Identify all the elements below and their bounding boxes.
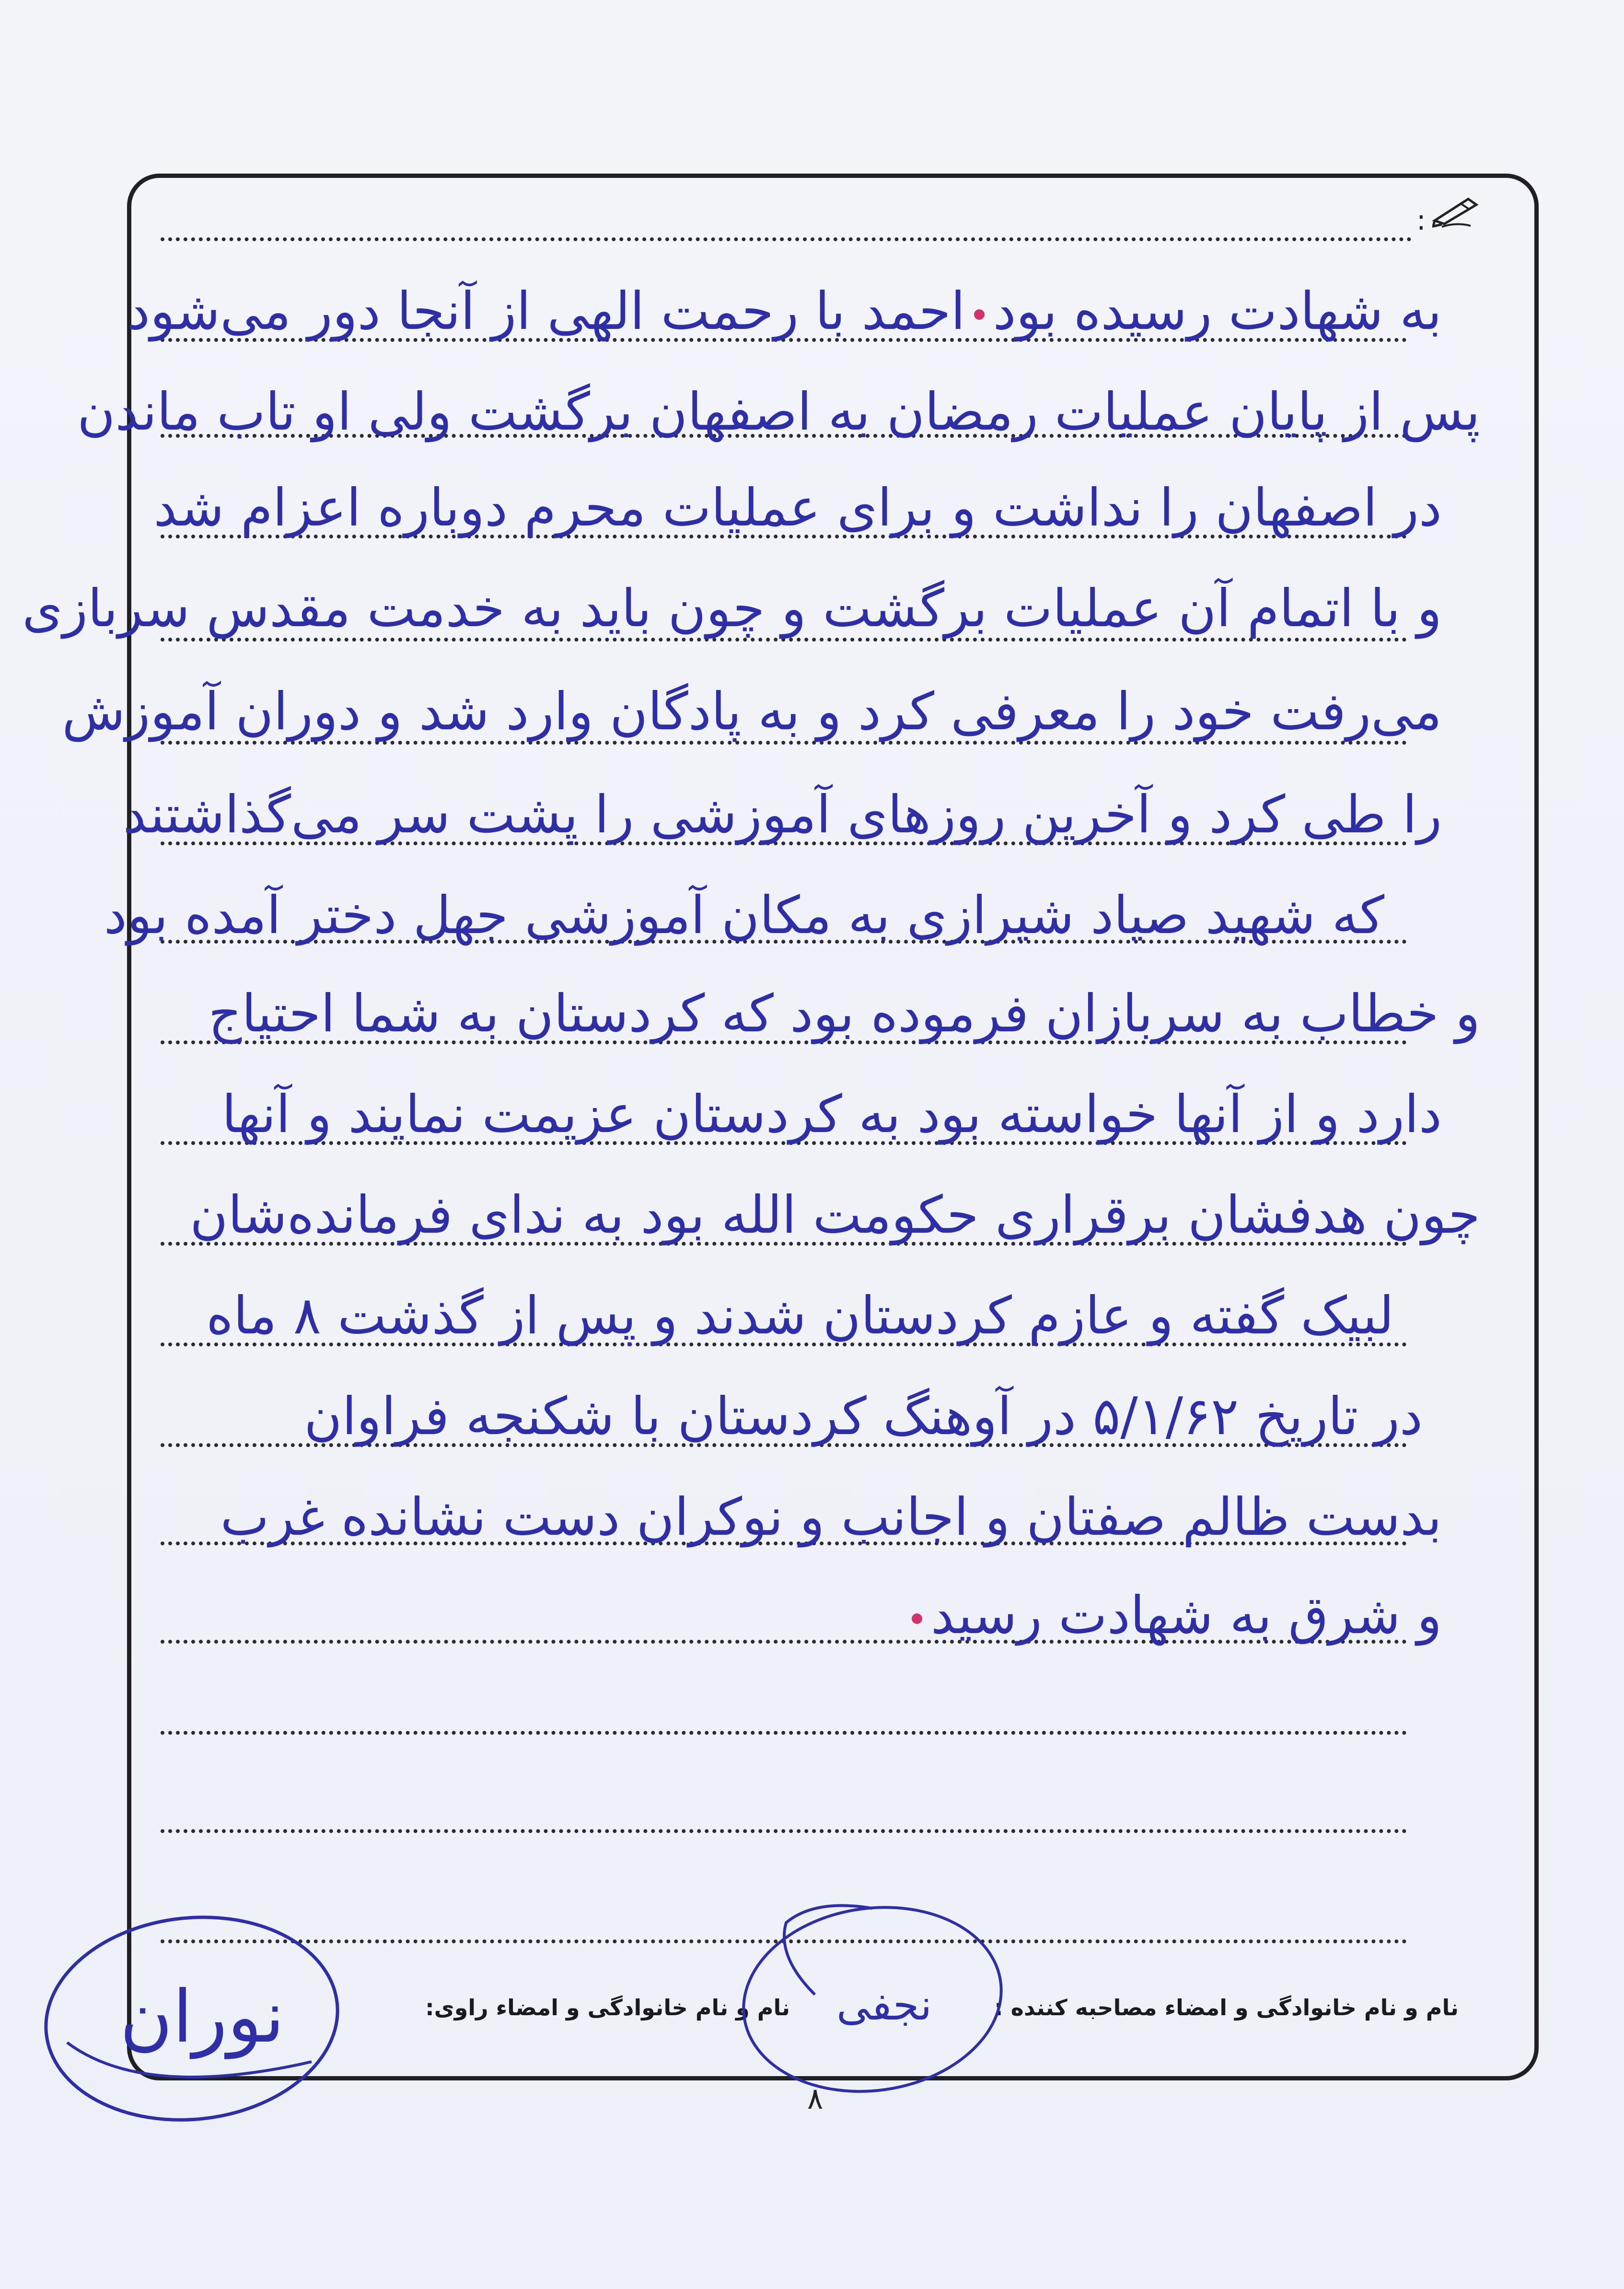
handwritten-line-8: و خطاب به سربازان فرموده بود که کردستان به شما احتیاج xyxy=(208,984,1480,1044)
interviewer-signature: نجفی xyxy=(836,1980,932,2030)
handwritten-line-6: را طی کرد و آخرین روزهای آموزشی را پشت سر می‌گذاشتند xyxy=(123,785,1442,845)
handwritten-line-10: چون هدفشان برقراری حکومت الله بود به ندای فرمانده‌شان xyxy=(190,1185,1480,1245)
header-colon: : xyxy=(1416,204,1426,236)
handwritten-line-4: و با اتمام آن عملیات برگشت و چون باید به خدمت مقدس سربازی xyxy=(22,579,1442,639)
page-number: ۸ xyxy=(807,2081,824,2116)
handwritten-line-2: پس از پایان عملیات رمضان به اصفهان برگشت ولی او تاب ماندن xyxy=(77,382,1480,442)
handwritten-line-12: در تاریخ ۵/۱/۶۲ در آوهنگ کردستان با شکنجه فراوان xyxy=(304,1387,1423,1447)
narrator-signature: نوران xyxy=(120,1975,285,2059)
handwritten-line-13: بدست ظالم صفتان و اجانب و نوکران دست نشانده غرب xyxy=(220,1487,1442,1547)
interviewer-label: نام و نام خانوادگی و امضاء مصاحبه کننده : xyxy=(994,1995,1459,2020)
handwritten-text: احمد با رحمت الهی از آنجا دور می‌شود xyxy=(127,281,965,341)
narrator-label: نام و نام خانوادگی و امضاء راوی: xyxy=(425,1995,790,2020)
handwritten-text: و شرق به شهادت رسید xyxy=(930,1586,1442,1646)
handwritten-line-3: در اصفهان را نداشت و برای عملیات محرم دوباره اعزام شد xyxy=(153,478,1442,538)
handwritten-text: به شهادت رسیده بود xyxy=(993,281,1442,341)
handwritten-line-9: دارد و از آنها خواسته بود به کردستان عزیمت نمایند و آنها xyxy=(221,1085,1442,1144)
handwritten-line-5: می‌رفت خود را معرفی کرد و به پادگان وارد شد و دوران آموزش xyxy=(62,682,1442,742)
handwritten-line-11: لبیک گفته و عازم کردستان شدند و پس از گذشت ۸ ماه xyxy=(206,1286,1394,1346)
handwritten-line-7: که شهید صیاد شیرازی به مکان آموزشی جهل دختر آمده بود xyxy=(104,886,1384,946)
